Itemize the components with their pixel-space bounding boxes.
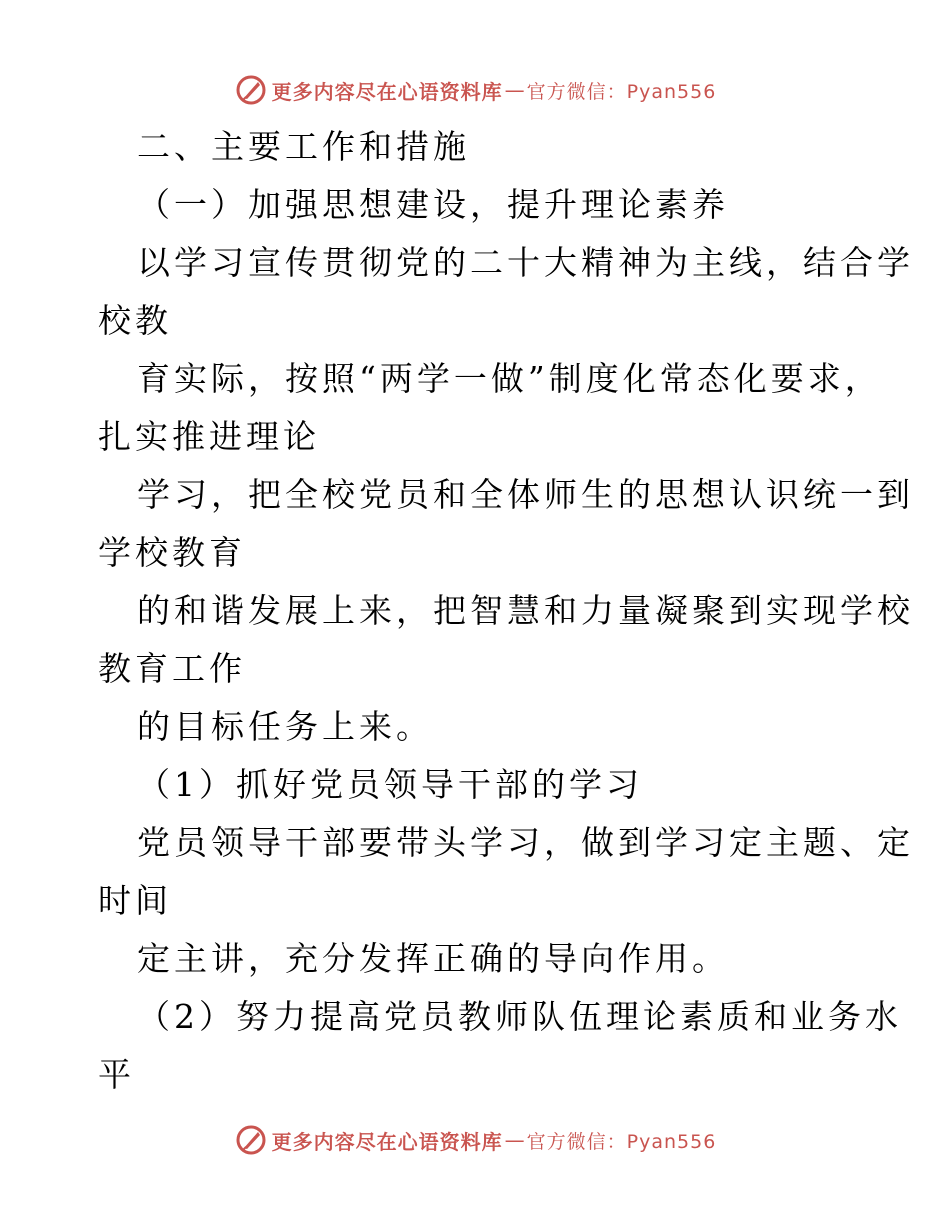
- paragraph-line: 的目标任务上来。: [137, 707, 433, 746]
- item-heading: （2）努力提高党员教师队伍理论素质和业务水: [137, 997, 902, 1036]
- watermark-separator: —: [504, 1128, 525, 1152]
- paragraph-line: 校教: [98, 301, 172, 340]
- section-heading: 二、主要工作和措施: [137, 127, 470, 166]
- paragraph-line: 育实际，按照“两学一做”制度化常态化要求，: [137, 359, 882, 398]
- quill-circle-icon: [234, 1123, 268, 1157]
- watermark-banner-top: [0, 70, 950, 110]
- paragraph-line: 以学习宣传贯彻党的二十大精神为主线，结合学: [137, 243, 914, 282]
- paragraph-line: 学校教育: [98, 533, 246, 572]
- paragraph-line: 定主讲，充分发挥正确的导向作用。: [137, 939, 729, 978]
- quill-circle-icon: [234, 73, 268, 107]
- subsection-heading: （一）加强思想建设，提升理论素养: [137, 185, 729, 224]
- item-heading: （1）抓好党员领导干部的学习: [137, 765, 643, 804]
- watermark-separator: —: [504, 78, 525, 102]
- watermark-wechat: 官方微信：Pyan556: [526, 1130, 717, 1153]
- watermark-text: 更多内容尽在心语资料库: [271, 79, 503, 104]
- paragraph-line: 教育工作: [98, 649, 246, 688]
- paragraph-line: 学习，把全校党员和全体师生的思想认识统一到: [137, 475, 914, 514]
- paragraph-line: 党员领导干部要带头学习，做到学习定主题、定: [137, 823, 914, 862]
- item-heading-continuation: 平: [98, 1055, 135, 1094]
- watermark-text: 更多内容尽在心语资料库: [271, 1129, 503, 1154]
- paragraph-line: 时间: [98, 881, 172, 920]
- paragraph-line: 的和谐发展上来，把智慧和力量凝聚到实现学校: [137, 591, 914, 630]
- watermark-banner-bottom: [0, 1120, 950, 1160]
- paragraph-line: 扎实推进理论: [98, 417, 320, 456]
- watermark-wechat: 官方微信：Pyan556: [526, 80, 717, 103]
